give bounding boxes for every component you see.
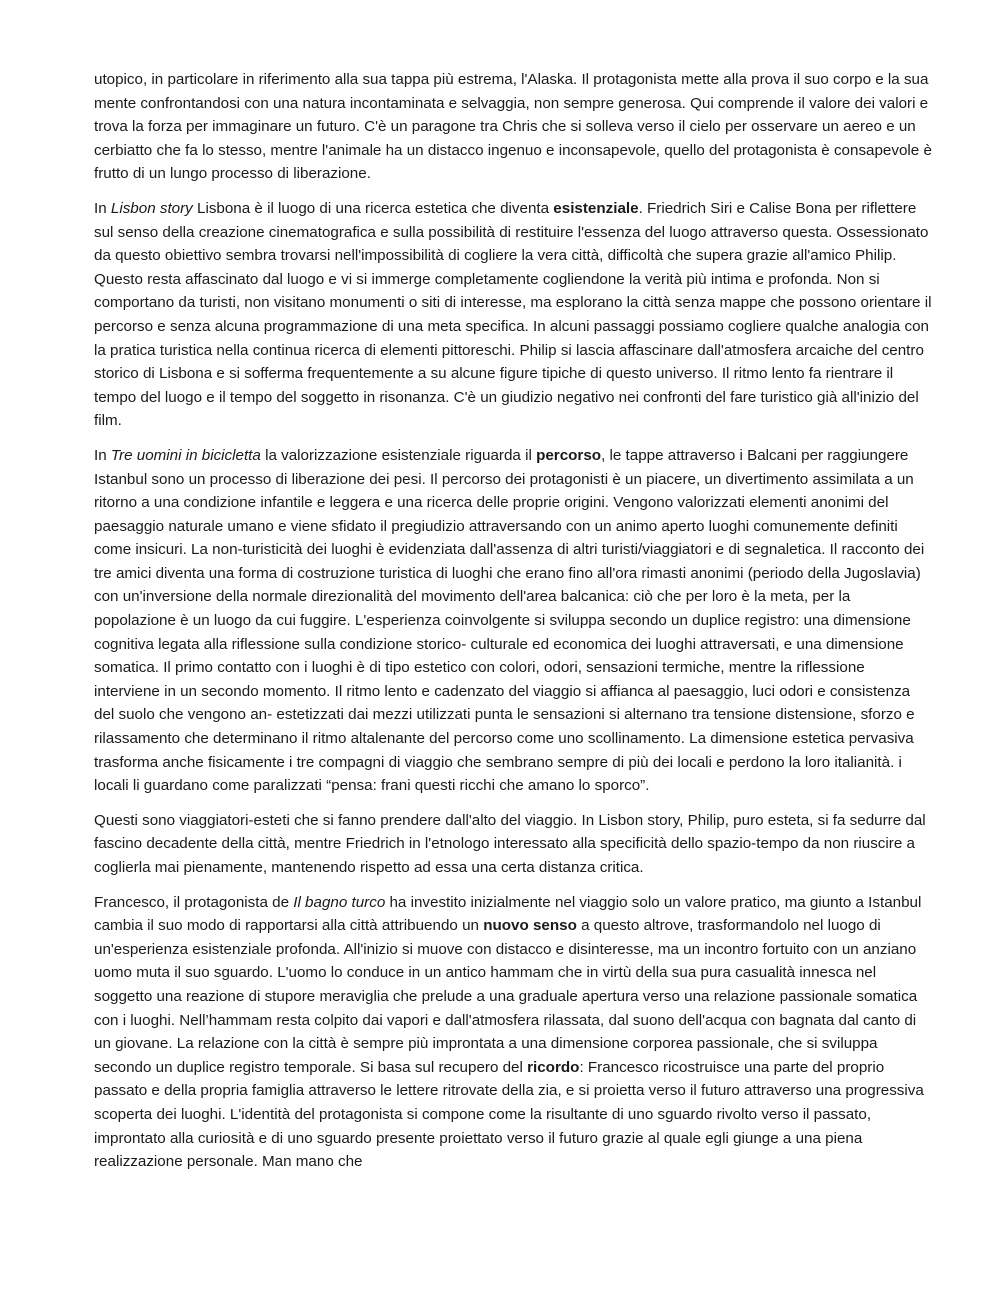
paragraph — [94, 68, 934, 186]
paragraph — [94, 891, 934, 1174]
text-run: In — [94, 199, 111, 217]
paragraph — [94, 444, 934, 798]
film-title: Il bagno turco — [293, 893, 386, 911]
text-run: a questo altrove, trasformandolo nel luogo di un'esperienza esistenziale profonda. All'inizio si muove con distacco e disinteresse, ma un incontro fortuito con un anziano uomo muta il suo sguardo. L'uomo lo conduce in un antico hammam che in virtù della sua pura casualità innesca nel soggetto una reazione di stupore meraviglia che prelude a una graduale apertura verso una relazione passionale somatica con i luoghi. Nell’hammam resta colpito dai vapori e dall'atmosfera rilassata, dal suono dell'acqua con bagnata dal canto di un giovane. La relazione con la città è sempre più improntata a una dimensione corporea passionale, che si sviluppa secondo un duplice registro temporale. Si basa sul recupero del — [94, 917, 918, 1076]
bold-term: nuovo senso — [483, 917, 577, 935]
film-title: Lisbon story — [110, 199, 193, 217]
text-run: Lisbona è il luogo di una ricerca estetica che diventa — [192, 199, 554, 217]
text-run: , le tappe attraverso i Balcani per raggiungere Istanbul sono un processo di liberazione dei pesi. Il percorso dei protagonisti è un piacere, un divertimento assimilata a un ritorno a una condizione infantile e leggera e una ricerca delle proprie origini. Vengono valorizzati elementi anonimi del paesaggio naturale umano e viene sfidato il pregiudizio attraversando con un animo aperto luoghi comunemente definiti come insicuri. La non-turisticità dei luoghi è evidenziata dall'assenza di altri turisti/viaggiatori e di segnaletica. Il racconto dei tre amici diventa una forma di costruzione turistica di luoghi che erano fino all'ora rimasti anonimi (periodo della Jugoslavia) con un'inversione della normale direzionalità del movimento dell'area balcanica: ciò che per loro è la meta, per la popolazione è un luogo da cui fuggire. L'esperienza coinvolgente si sviluppa secondo un duplice registro: una dimensione cognitiva legata alla riflessione sulla condizione storico- culturale ed economica dei luoghi attraversati, e una dimensione somatica. Il primo contatto con i luoghi è di tipo estetico con colori, odori, sensazioni termiche, mentre la riflessione interviene in un secondo momento. Il ritmo lento e cadenzato del viaggio si affianca al paesaggio, luci odori e consistenza del suolo che vengono an- estetizzati dai mezzi utilizzati punta le sensazioni si alternano tra tensione distensione, sforzo e rilassamento che determinano il ritmo altalenante del percorso come uno scollinamento. La dimensione estetica pervasiva trasforma anche fisicamente i tre compagni di viaggio che sembrano sempre di più dei locali e perdono la loro italianità. i locali li guardano come paralizzati “pensa: frani questi ricchi che amano lo sporco”. — [94, 446, 925, 795]
document-page — [94, 68, 934, 1185]
text-run: Questi sono viaggiatori-esteti che si fanno prendere dall'alto del viaggio. In Lisbon story, Philip, puro esteta, si fa sedurre dal fascino decadente della città, mentre Friedrich in l'etnologo interessato alla specificità dello spazio-tempo da non riuscire a coglierla mai pienamente, mantenendo rispetto ad essa una certa distanza critica. — [94, 811, 926, 876]
text-run: . Friedrich Siri e Calise Bona per riflettere sul senso della creazione cinematografica e sulla possibilità di restituire l'essenza del luogo attraverso questa. Ossessionato da questo obiettivo sembra trovarsi nell'impossibilità di cogliere la vera città, difficoltà che supera grazie all'amico Philip. Questo resta affascinato dal luogo e vi si immerge completamente cogliendone la verità più intima e profonda. Non si comportano da turisti, non visitano monumenti o siti di interesse, ma esplorano la città senza mappe che possono orientare il percorso e senza alcuna programmazione di una meta specifica. In alcuni passaggi possiamo cogliere qualche analogia con la pratica turistica nella continua ricerca di elementi pittoreschi. Philip si lascia affascinare dall'atmosfera arcaiche del centro storico di Lisbona e si sofferma frequentemente a su alcune figure tipiche di questo universo. Il ritmo lento fa rientrare il tempo del luogo e il tempo del soggetto in risonanza. C'è un giudizio negativo nei confronti del fare turistico già all'inizio del film. — [94, 199, 932, 430]
bold-term: esistenziale — [553, 199, 639, 217]
paragraph — [94, 197, 934, 433]
text-run: utopico, in particolare in riferimento alla sua tappa più estrema, l'Alaska. Il protagonista mette alla prova il suo corpo e la sua mente confrontandosi con una natura incontaminata e selvaggia, non sempre generosa. Qui comprende il valore dei valori e trova la forza per immaginare un futuro. C'è un paragone tra Chris che si solleva verso il cielo per osservare un aereo e un cerbiatto che fa lo stesso, mentre l'animale ha un distacco ingenuo e inconsapevole, quello del protagonista è consapevole è frutto di un lungo processo di liberazione. — [94, 71, 932, 183]
bold-term: ricordo — [527, 1058, 580, 1076]
text-run: ha investito inizialmente nel viaggio solo un valore pratico, ma giunto a Istanbul cambia il suo modo di rapportarsi alla città attribuendo un — [94, 893, 922, 935]
text-run: Francesco, il protagonista de — [94, 893, 294, 911]
text-run: : Francesco ricostruisce una parte del proprio passato e della propria famiglia attraverso le lettere ritrovate della zia, e si proietta verso il futuro attraverso una progressiva scoperta dei luoghi. L'identità del protagonista si compone come la risultante di uno sguardo rivolto verso il passato, improntato alla curiosità e di uno sguardo presente proiettato verso il futuro grazie al quale egli giunge a una piena realizzazione personale. Man mano che — [94, 1058, 924, 1171]
text-run: la valorizzazione esistenziale riguarda il — [260, 446, 537, 464]
bold-term: percorso — [536, 446, 602, 464]
film-title: Tre uomini in bicicletta — [110, 446, 261, 464]
text-run: In — [94, 446, 111, 464]
paragraph — [94, 809, 934, 880]
